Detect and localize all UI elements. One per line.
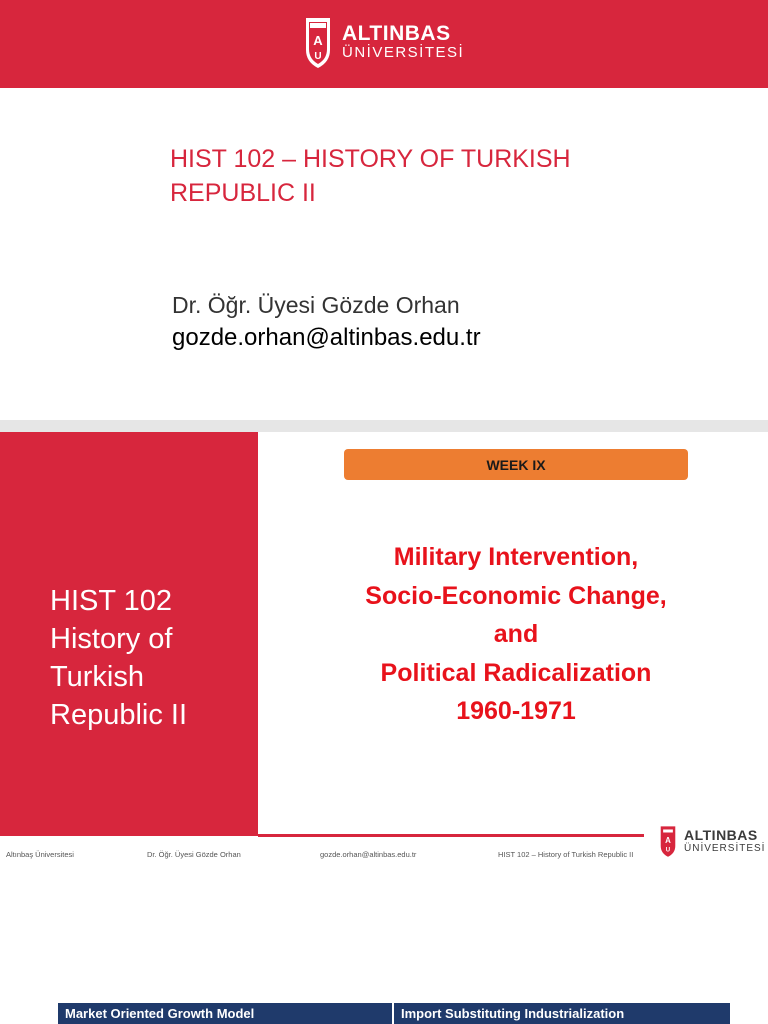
topic-line: and [493, 620, 539, 648]
course-line: HIST 102 [50, 585, 172, 617]
university-shield-icon [300, 14, 336, 70]
logo-subname: ÜNİVERSİTESİ [684, 843, 766, 854]
slide1-header-bar [0, 0, 768, 88]
footer-course: HIST 102 – History of Turkish Republic II [498, 850, 634, 859]
footer-instructor: Dr. Öğr. Üyesi Gözde Orhan [147, 850, 241, 859]
logo-subname: ÜNİVERSİTESİ [342, 44, 465, 61]
footer-divider [258, 834, 644, 837]
topic-line: Political Radicalization [380, 658, 652, 687]
course-line: Turkish [50, 661, 144, 693]
course-line: History of [50, 623, 173, 655]
footer-email: gozde.orhan@altinbas.edu.tr [320, 850, 417, 859]
logo-name: ALTINBAS [342, 22, 451, 45]
topic-line: Military Intervention, [393, 543, 639, 571]
slide1-course-title: HIST 102 – HISTORY OF TURKISH REPUBLIC II [170, 145, 571, 207]
instructor-email[interactable]: gozde.orhan@altinbas.edu.tr [172, 324, 481, 351]
topic-line: Socio-Economic Change, [365, 581, 667, 610]
table-header-cell: Import Substituting Industrialization [394, 1003, 730, 1024]
slide2-left-panel [0, 432, 258, 836]
lecture-topic [335, 538, 697, 731]
course-name-block [50, 582, 187, 734]
table-header-cell: Market Oriented Growth Model [58, 1003, 392, 1024]
slide-separator [0, 420, 768, 432]
university-shield-icon [656, 824, 680, 858]
svg-text:U: U [314, 51, 322, 62]
comparison-table-header [58, 1003, 730, 1024]
svg-text:U: U [665, 847, 671, 854]
university-logo [300, 14, 464, 70]
logo-name: ALTINBAS [684, 827, 758, 843]
footer-university: Altınbaş Üniversitesi [6, 850, 74, 859]
svg-text:A: A [313, 33, 323, 48]
university-logo-small [656, 824, 765, 858]
course-line: Republic II [50, 699, 188, 731]
topic-line: 1960-1971 [456, 697, 576, 725]
svg-text:A: A [665, 835, 671, 845]
week-badge: WEEK IX [344, 449, 688, 480]
instructor-name: Dr. Öğr. Üyesi Gözde Orhan [172, 292, 460, 318]
